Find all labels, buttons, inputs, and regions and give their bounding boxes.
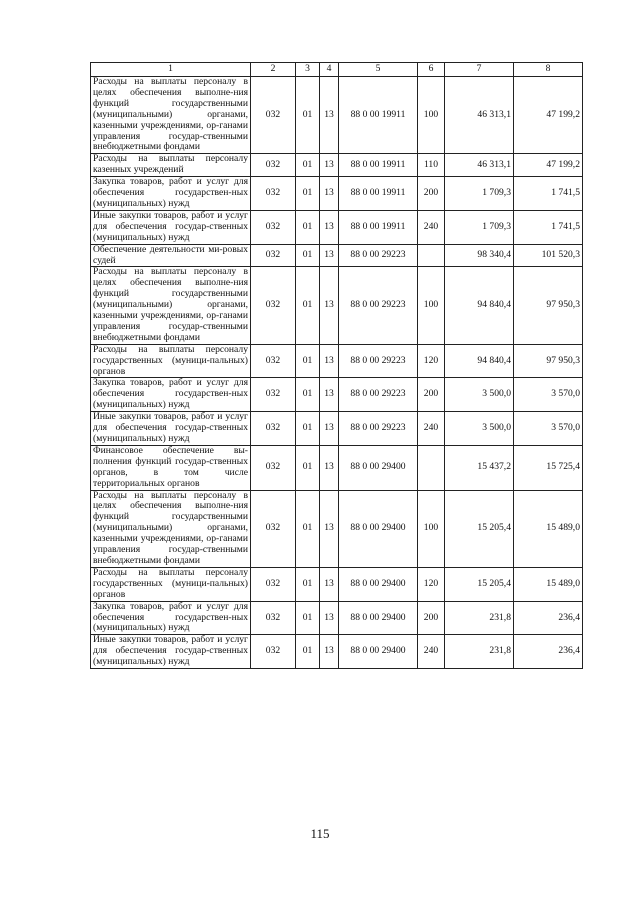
subsection-code: 13 <box>320 601 339 635</box>
subsection-code: 13 <box>320 267 339 344</box>
amount-year-1: 1 709,3 <box>445 177 514 211</box>
ministry-code: 032 <box>251 154 296 177</box>
amount-year-1: 1 709,3 <box>445 210 514 244</box>
amount-year-1: 15 205,4 <box>445 490 514 567</box>
expense-description: Закупка товаров, работ и услуг для обеспечения государствен-ных (муниципальных) нужд <box>91 601 251 635</box>
expense-description: Финансовое обеспечение вы-полнения функций государ-ственных органов, в том числе территориальных органов <box>91 445 251 490</box>
amount-year-2: 97 950,3 <box>514 344 583 378</box>
ministry-code: 032 <box>251 445 296 490</box>
expense-description: Расходы на выплаты персоналу казенных учреждений <box>91 154 251 177</box>
section-code: 01 <box>296 412 320 446</box>
ministry-code: 032 <box>251 601 296 635</box>
ministry-code: 032 <box>251 635 296 669</box>
expense-description: Закупка товаров, работ и услуг для обеспечения государствен-ных (муниципальных) нужд <box>91 177 251 211</box>
subsection-code: 13 <box>320 210 339 244</box>
expense-description: Закупка товаров, работ и услуг для обеспечения государствен-ных (муниципальных) нужд <box>91 378 251 412</box>
expense-type-code: 240 <box>418 412 445 446</box>
expense-type-code: 200 <box>418 601 445 635</box>
amount-year-2: 47 199,2 <box>514 154 583 177</box>
expense-description: Расходы на выплаты персоналу в целях обеспечения выполне-ния функций государственными (муниципальными) органами, казенными учреждениями, ор-ганами управления государ-ственными внебюджетными фондами <box>91 267 251 344</box>
ministry-code: 032 <box>251 344 296 378</box>
amount-year-1: 3 500,0 <box>445 378 514 412</box>
table-row <box>91 77 583 154</box>
amount-year-2: 3 570,0 <box>514 378 583 412</box>
expense-description: Иные закупки товаров, работ и услуг для обеспечения государ-ственных (муниципальных) нужд <box>91 412 251 446</box>
subsection-code: 13 <box>320 378 339 412</box>
amount-year-2: 15 489,0 <box>514 490 583 567</box>
amount-year-2: 1 741,5 <box>514 210 583 244</box>
subsection-code: 13 <box>320 412 339 446</box>
ministry-code: 032 <box>251 77 296 154</box>
table-row <box>91 445 583 490</box>
page-number: 115 <box>310 826 330 841</box>
subsection-code: 13 <box>320 445 339 490</box>
subsection-code: 13 <box>320 154 339 177</box>
amount-year-2: 3 570,0 <box>514 412 583 446</box>
expense-type-code: 120 <box>418 567 445 601</box>
expense-type-code: 100 <box>418 490 445 567</box>
column-header: 4 <box>320 63 339 77</box>
table-row <box>91 635 583 669</box>
table-row <box>91 154 583 177</box>
column-number-row <box>91 63 583 77</box>
target-item-code: 88 0 00 19911 <box>339 210 418 244</box>
target-item-code: 88 0 00 29223 <box>339 244 418 267</box>
expense-type-code <box>418 445 445 490</box>
section-code: 01 <box>296 490 320 567</box>
target-item-code: 88 0 00 19911 <box>339 77 418 154</box>
section-code: 01 <box>296 177 320 211</box>
section-code: 01 <box>296 635 320 669</box>
ministry-code: 032 <box>251 267 296 344</box>
column-header: 6 <box>418 63 445 77</box>
ministry-code: 032 <box>251 244 296 267</box>
subsection-code: 13 <box>320 344 339 378</box>
amount-year-2: 1 741,5 <box>514 177 583 211</box>
section-code: 01 <box>296 344 320 378</box>
ministry-code: 032 <box>251 378 296 412</box>
amount-year-1: 94 840,4 <box>445 267 514 344</box>
section-code: 01 <box>296 601 320 635</box>
expense-description: Расходы на выплаты персоналу государственных (муници-пальных) органов <box>91 344 251 378</box>
section-code: 01 <box>296 244 320 267</box>
section-code: 01 <box>296 267 320 344</box>
amount-year-1: 3 500,0 <box>445 412 514 446</box>
expense-type-code <box>418 244 445 267</box>
amount-year-2: 15 725,4 <box>514 445 583 490</box>
expense-description: Расходы на выплаты персоналу в целях обеспечения выполне-ния функций государственными (муниципальными) органами, казенными учреждениями, ор-ганами управления государ-ственными внебюджетными фондами <box>91 490 251 567</box>
expense-type-code: 200 <box>418 177 445 211</box>
amount-year-2: 101 520,3 <box>514 244 583 267</box>
expense-description: Расходы на выплаты персоналу в целях обеспечения выполне-ния функций государственными (муниципальными) органами, казенными учреждениями, ор-ганами управления государ-ственными внебюджетными фондами <box>91 77 251 154</box>
expense-type-code: 120 <box>418 344 445 378</box>
amount-year-2: 15 489,0 <box>514 567 583 601</box>
column-header: 2 <box>251 63 296 77</box>
amount-year-1: 15 437,2 <box>445 445 514 490</box>
table-row <box>91 344 583 378</box>
table-row <box>91 210 583 244</box>
subsection-code: 13 <box>320 77 339 154</box>
target-item-code: 88 0 00 29400 <box>339 445 418 490</box>
expense-type-code: 110 <box>418 154 445 177</box>
section-code: 01 <box>296 567 320 601</box>
target-item-code: 88 0 00 29400 <box>339 490 418 567</box>
column-header: 7 <box>445 63 514 77</box>
target-item-code: 88 0 00 19911 <box>339 154 418 177</box>
expense-type-code: 200 <box>418 378 445 412</box>
ministry-code: 032 <box>251 177 296 211</box>
subsection-code: 13 <box>320 567 339 601</box>
target-item-code: 88 0 00 19911 <box>339 177 418 211</box>
subsection-code: 13 <box>320 244 339 267</box>
table-row <box>91 490 583 567</box>
target-item-code: 88 0 00 29223 <box>339 412 418 446</box>
section-code: 01 <box>296 77 320 154</box>
expense-description: Расходы на выплаты персоналу государственных (муници-пальных) органов <box>91 567 251 601</box>
budget-table <box>90 62 583 669</box>
expense-description: Иные закупки товаров, работ и услуг для обеспечения государ-ственных (муниципальных) нужд <box>91 210 251 244</box>
section-code: 01 <box>296 378 320 412</box>
subsection-code: 13 <box>320 490 339 567</box>
column-header: 3 <box>296 63 320 77</box>
ministry-code: 032 <box>251 490 296 567</box>
column-header: 8 <box>514 63 583 77</box>
column-header: 5 <box>339 63 418 77</box>
subsection-code: 13 <box>320 177 339 211</box>
table-row <box>91 567 583 601</box>
table-row <box>91 412 583 446</box>
amount-year-1: 98 340,4 <box>445 244 514 267</box>
section-code: 01 <box>296 154 320 177</box>
amount-year-2: 236,4 <box>514 601 583 635</box>
target-item-code: 88 0 00 29400 <box>339 567 418 601</box>
table-row <box>91 601 583 635</box>
column-header: 1 <box>91 63 251 77</box>
amount-year-1: 15 205,4 <box>445 567 514 601</box>
target-item-code: 88 0 00 29400 <box>339 635 418 669</box>
target-item-code: 88 0 00 29223 <box>339 267 418 344</box>
amount-year-2: 97 950,3 <box>514 267 583 344</box>
amount-year-1: 231,8 <box>445 601 514 635</box>
target-item-code: 88 0 00 29400 <box>339 601 418 635</box>
amount-year-1: 46 313,1 <box>445 154 514 177</box>
ministry-code: 032 <box>251 210 296 244</box>
amount-year-1: 46 313,1 <box>445 77 514 154</box>
section-code: 01 <box>296 445 320 490</box>
table-row <box>91 267 583 344</box>
expense-description: Обеспечение деятельности ми-ровых судей <box>91 244 251 267</box>
subsection-code: 13 <box>320 635 339 669</box>
expense-type-code: 240 <box>418 210 445 244</box>
expense-description: Иные закупки товаров, работ и услуг для обеспечения государ-ственных (муниципальных) нужд <box>91 635 251 669</box>
table-row <box>91 244 583 267</box>
section-code: 01 <box>296 210 320 244</box>
ministry-code: 032 <box>251 567 296 601</box>
table-row <box>91 378 583 412</box>
expense-type-code: 100 <box>418 77 445 154</box>
table-body <box>91 77 583 669</box>
ministry-code: 032 <box>251 412 296 446</box>
expense-type-code: 100 <box>418 267 445 344</box>
amount-year-2: 47 199,2 <box>514 77 583 154</box>
target-item-code: 88 0 00 29223 <box>339 378 418 412</box>
expense-type-code: 240 <box>418 635 445 669</box>
table-row <box>91 177 583 211</box>
amount-year-2: 236,4 <box>514 635 583 669</box>
amount-year-1: 94 840,4 <box>445 344 514 378</box>
amount-year-1: 231,8 <box>445 635 514 669</box>
target-item-code: 88 0 00 29223 <box>339 344 418 378</box>
